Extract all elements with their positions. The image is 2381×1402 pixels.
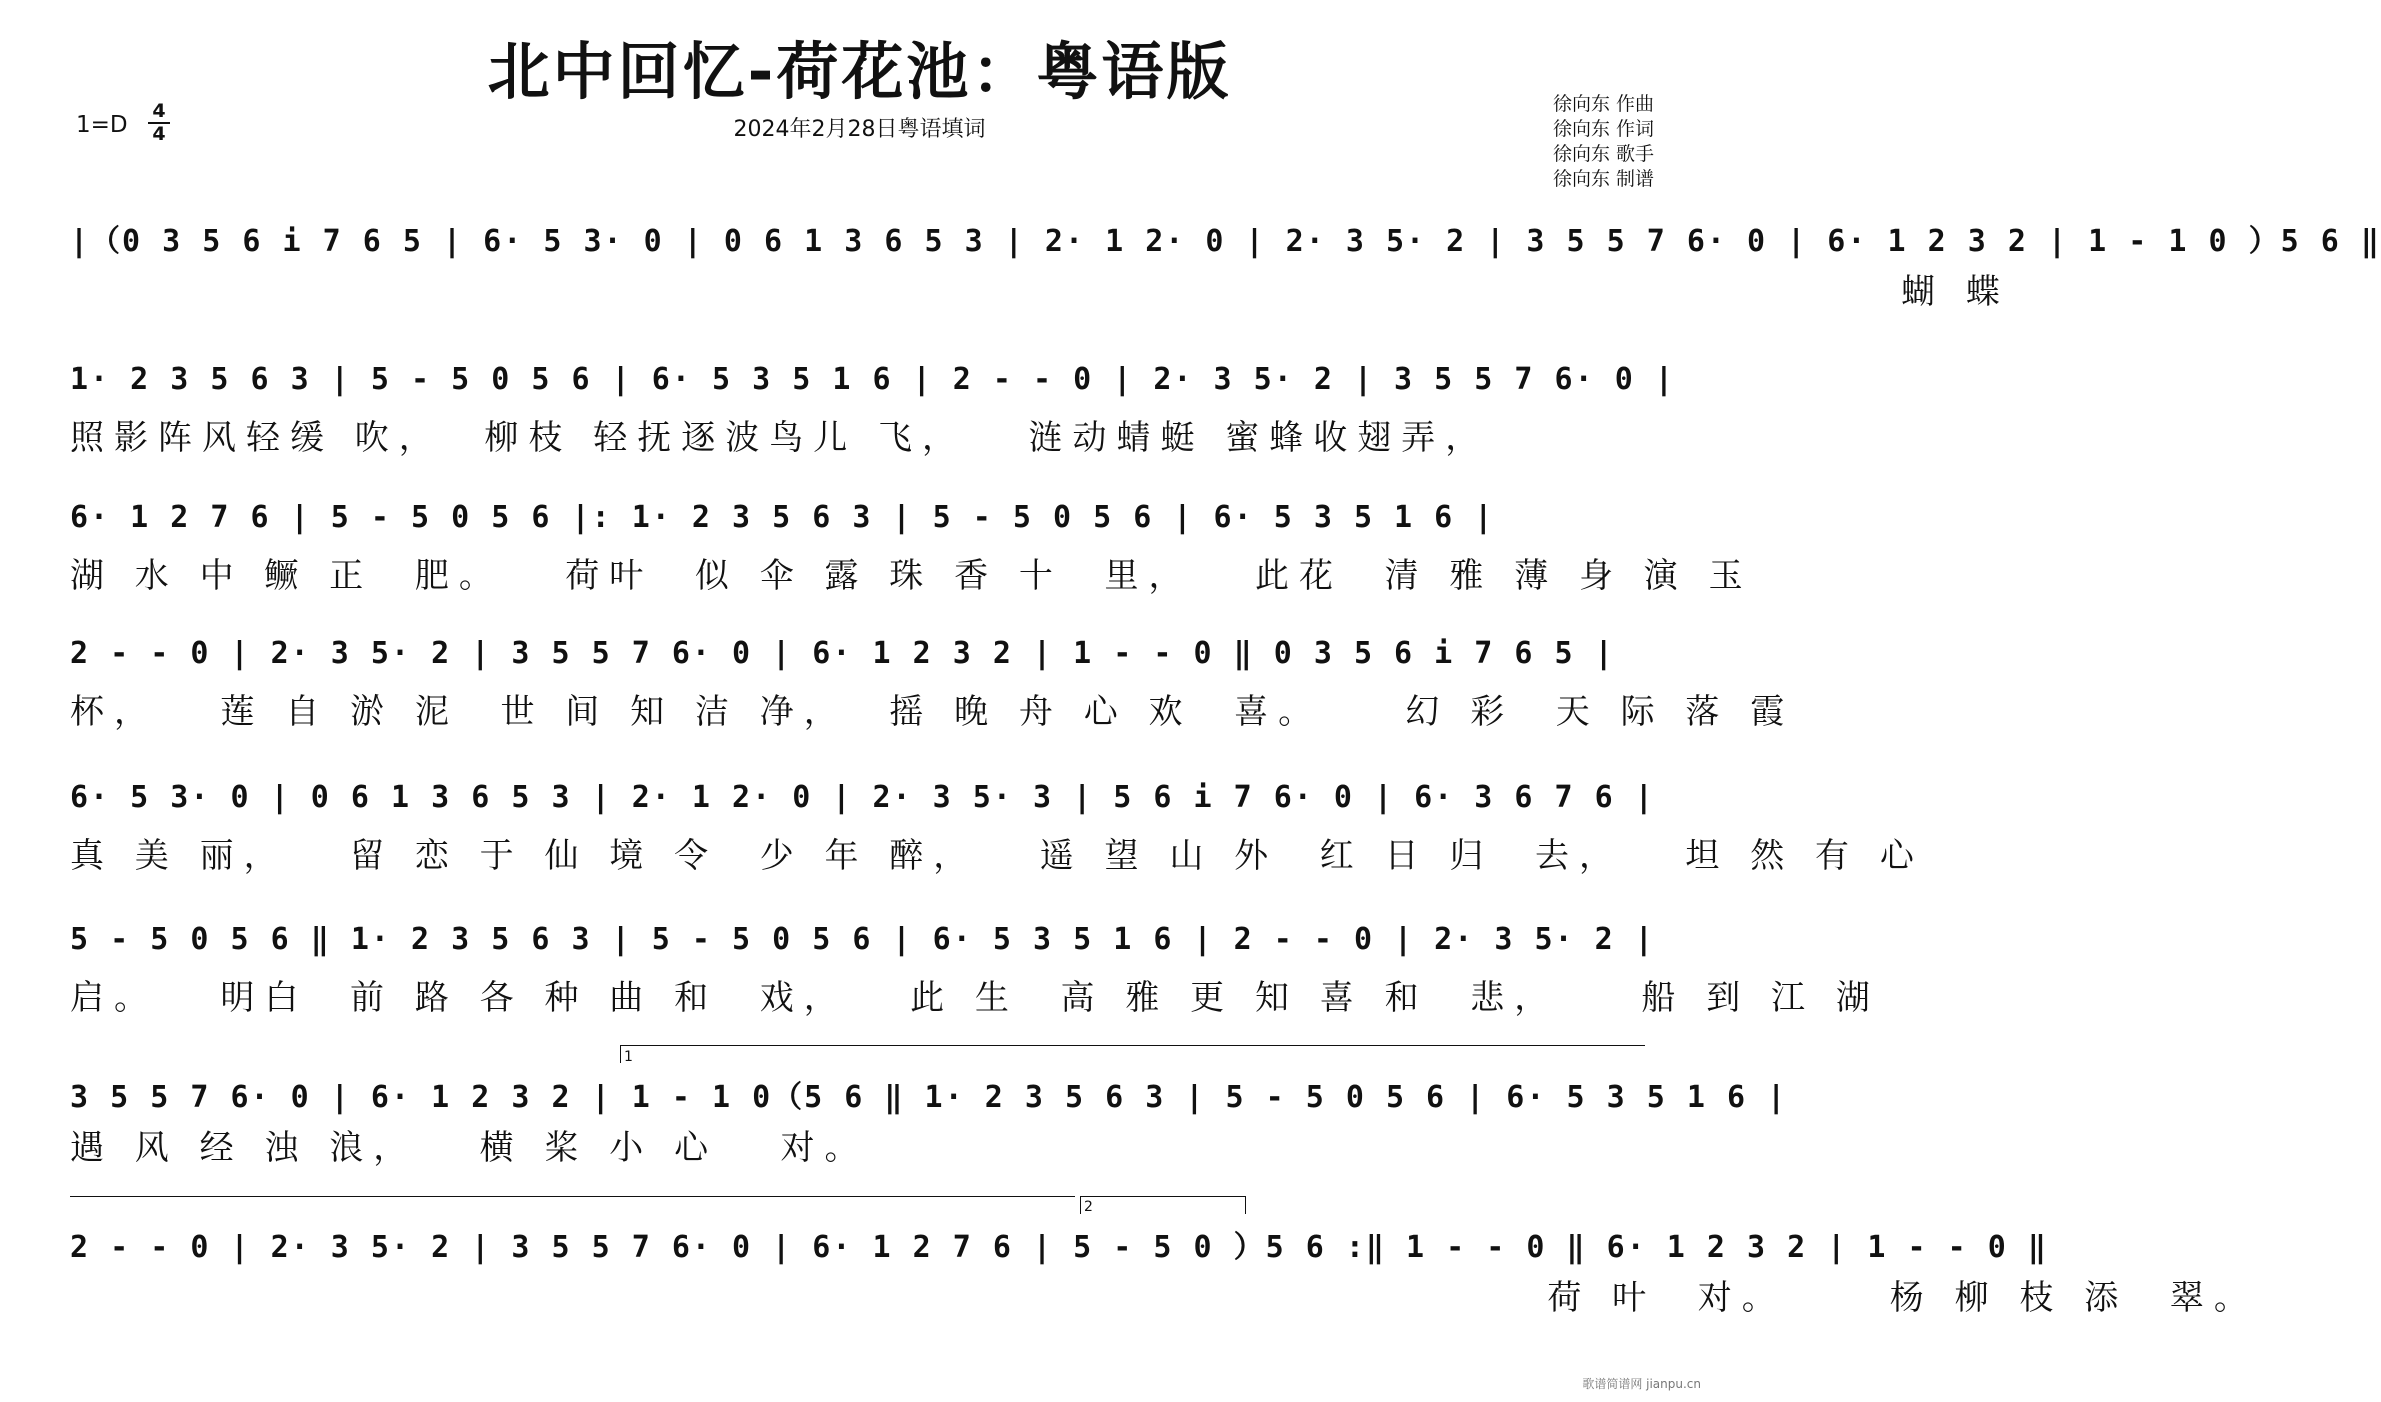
notation-line: 2 - - 0 | 2· 3 5· 2 | 3 5 5 7 6· 0 | 6· 1 2 3 2 | 1 - - 0 ‖ 0 3 5 6 i 7 6 5 | — [70, 636, 1615, 671]
credit-composer: 徐向东 作曲 — [1553, 93, 1655, 115]
volta-1-label: 1 — [624, 1049, 633, 1065]
notation-line: 6· 1 2 7 6 | 5 - 5 0 5 6 |: 1· 2 3 5 6 3 | 5 - 5 0 5 6 | 6· 5 3 5 1 6 | — [70, 500, 1495, 535]
lyrics-line: 启。 明白 前 路 各 种 曲 和 戏， 此 生 高 雅 更 知 喜 和 悲， 船 到 江 湖 — [70, 978, 1880, 1018]
volta-2-bracket-lead — [70, 1196, 1075, 1197]
lyrics-line: 蝴 蝶 — [70, 272, 2010, 312]
notation-line: 6· 5 3· 0 | 0 6 1 3 6 5 3 | 2· 1 2· 0 | 2· 3 5· 3 | 5 6 i 7 6· 0 | 6· 3 6 7 6 | — [70, 780, 1655, 815]
credit-transcriber: 徐向东 制谱 — [1553, 168, 1655, 190]
volta-2-end-tick — [1245, 1196, 1246, 1214]
notation-line: 2 - - 0 | 2· 3 5· 2 | 3 5 5 7 6· 0 | 6· 1 2 7 6 | 5 - 5 0 ）5 6 :‖ 1 - - 0 ‖ 6· 1 2 3 2 | 1 - - 0 ‖ — [70, 1230, 2048, 1265]
volta-1-bracket — [620, 1045, 1645, 1046]
credit-lyricist: 徐向东 作词 — [1553, 118, 1655, 140]
time-signature-numerator: 4 — [148, 101, 170, 124]
credit-singer: 徐向东 歌手 — [1553, 143, 1655, 165]
song-title: 北中回忆-荷花池：粤语版 — [487, 35, 1232, 108]
time-signature — [148, 101, 170, 145]
volta-1-tick — [620, 1045, 621, 1063]
site-watermark: 歌谱简谱网 jianpu.cn — [1582, 1377, 1701, 1391]
volta-2-bracket — [1080, 1196, 1245, 1197]
lyrics-line: 湖 水 中 鳜 正 肥。 荷叶 似 伞 露 珠 香 十 里， 此花 清 雅 薄 身 演 玉 — [70, 556, 1753, 596]
lyrics-line: 遇 风 经 浊 浪， 横 桨 小 心 对。 — [70, 1128, 869, 1168]
notation-line: 3 5 5 7 6· 0 | 6· 1 2 3 2 | 1 - 1 0（5 6 ‖ 1· 2 3 5 6 3 | 5 - 5 0 5 6 | 6· 5 3 5 1 6 | — [70, 1080, 1788, 1115]
volta-2-label: 2 — [1084, 1199, 1093, 1215]
key-signature: 1=D — [76, 112, 128, 138]
time-signature-denominator: 4 — [152, 123, 166, 145]
notation-line: |（0 3 5 6 i 7 6 5 | 6· 5 3· 0 | 0 6 1 3 6 5 3 | 2· 1 2· 0 | 2· 3 5· 2 | 3 5 5 7 6· 0 | 6· 1 2 3 2 | 1 - 1 0 ）5 6 ‖ — [70, 224, 2381, 259]
lyrics-line: 真 美 丽， 留 恋 于 仙 境 令 少 年 醉， 遥 望 山 外 红 日 归 去， 坦 然 有 心 — [70, 836, 1924, 876]
lyrics-line: 荷 叶 对。 杨 柳 枝 添 翠。 — [70, 1278, 2258, 1318]
notation-line: 1· 2 3 5 6 3 | 5 - 5 0 5 6 | 6· 5 3 5 1 6 | 2 - - 0 | 2· 3 5· 2 | 3 5 5 7 6· 0 | — [70, 362, 1675, 397]
credits — [1553, 92, 1654, 192]
volta-2-tick — [1080, 1196, 1081, 1214]
lyrics-line: 杯， 莲 自 淤 泥 世 间 知 洁 净， 摇 晚 舟 心 欢 喜。 幻 彩 天 际 落 霞 — [70, 692, 1795, 732]
notation-line: 5 - 5 0 5 6 ‖ 1· 2 3 5 6 3 | 5 - 5 0 5 6 | 6· 5 3 5 1 6 | 2 - - 0 | 2· 3 5· 2 | — [70, 922, 1655, 957]
song-subtitle: 2024年2月28日粤语填词 — [733, 117, 986, 142]
lyrics-line: 照影阵风轻缓 吹， 柳枝 轻抚逐波鸟儿 飞， 涟动蜻蜓 蜜蜂收翅弄， — [70, 418, 1490, 458]
